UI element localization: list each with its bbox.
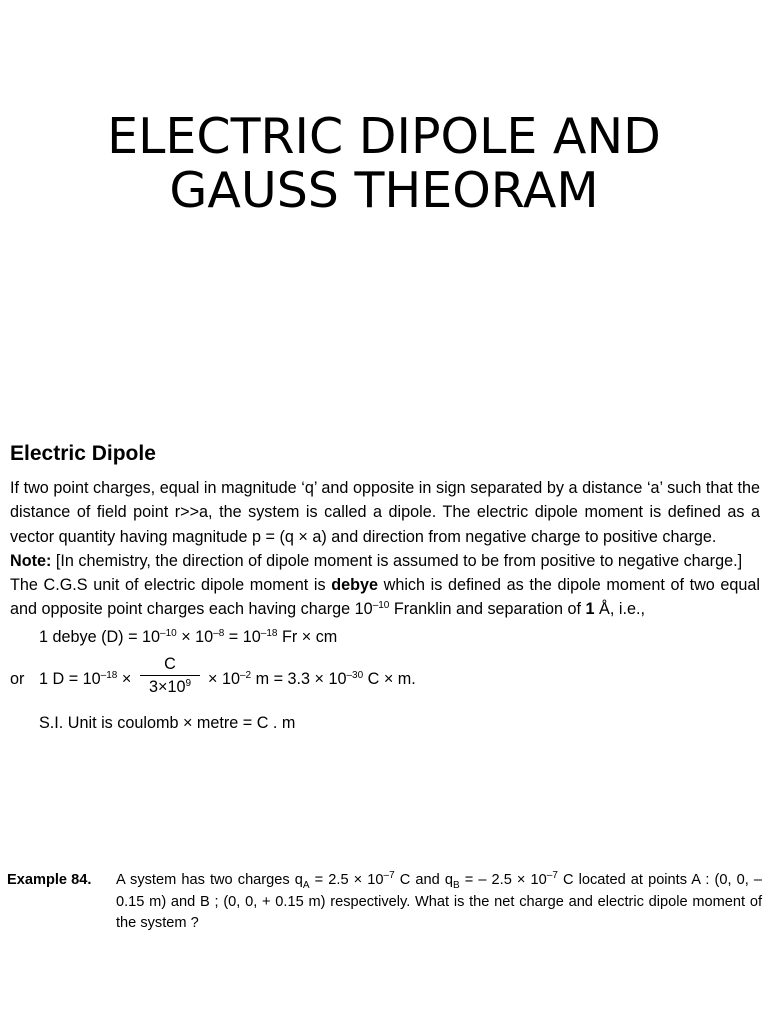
eq2-lhs-text: 1 D = 10 — [39, 670, 101, 689]
ex-text-3: C and q — [394, 872, 453, 888]
cgs-unit-paragraph — [10, 573, 760, 622]
cgs-text-1: The C.G.S unit of electric dipole moment is — [10, 576, 332, 595]
eq2-rhs-b: m = 3.3 × 10 — [251, 670, 347, 689]
eq1-part-c: = 10 — [224, 627, 261, 646]
equation-si-conversion — [10, 653, 760, 699]
cgs-exponent: –10 — [372, 600, 390, 612]
eq2-rhs — [208, 667, 416, 691]
page-title — [0, 110, 768, 218]
equation-debye — [39, 625, 760, 649]
eq2-lhs-times: × — [117, 670, 132, 689]
ex-text-5: C located at points A : (0, 0, – 0.15 m) and B ; (0, 0, + 0.15 m) respectively. What is the net charge and electric dipole moment of the system ? — [116, 872, 762, 931]
denominator-text: 3×10 — [148, 678, 186, 697]
eq2-rhs-exp-2: –30 — [346, 670, 364, 682]
eq2-rhs-exp-1: –2 — [239, 670, 252, 682]
eq2-rhs-c: C × m. — [363, 670, 416, 689]
fraction-numerator: C — [140, 653, 200, 676]
ex-text-1: A system has two charges q — [116, 872, 303, 888]
electric-dipole-section — [10, 440, 760, 735]
cgs-bold-one: 1 — [585, 600, 595, 619]
eq1-exp-1: –10 — [160, 627, 177, 639]
eq1-part-a: 1 debye (D) = 10 — [39, 627, 161, 646]
ex-sub-a: A — [302, 879, 310, 891]
cgs-text-2: which is defined as the dipole moment of two equal and opposite point charges each having charge 10 — [10, 576, 760, 619]
note-label: Note: — [10, 551, 52, 570]
si-unit-line: S.I. Unit is coulomb × metre = C . m — [39, 714, 296, 733]
eq1-part-d: Fr × cm — [277, 627, 338, 646]
ex-exp-1: –7 — [383, 870, 395, 881]
title-line-2: GAUSS THEORAM — [169, 162, 599, 219]
denominator-exp: 9 — [185, 678, 192, 690]
cgs-text-4: Å, i.e., — [594, 600, 645, 619]
eq2-lhs-exp: –18 — [100, 670, 118, 682]
note-paragraph — [10, 549, 760, 573]
debye-term: debye — [331, 576, 378, 595]
eq1-part-b: × 10 — [176, 627, 214, 646]
example-text — [116, 870, 762, 935]
note-text: [In chemistry, the direction of dipole moment is assumed to be from positive to negative charge.] — [51, 551, 743, 570]
example-84 — [7, 870, 762, 935]
dipole-definition: If two point charges, equal in magnitude ‘q’ and opposite in sign separated by a distance ‘a’ such that the distance of field point r>>a, the system is called a dipole. The electric dipole moment is defined as a vector quantity having magnitude p = (q × a) and direction from negative charge to positive charge. — [10, 479, 760, 546]
section-heading: Electric Dipole — [10, 442, 156, 465]
or-label: or — [10, 670, 25, 689]
eq2-rhs-a: × 10 — [208, 670, 240, 689]
ex-text-4: = – 2.5 × 10 — [459, 872, 547, 888]
title-line-1: ELECTRIC DIPOLE AND — [107, 108, 661, 165]
eq2-lhs — [39, 667, 131, 691]
eq1-exp-2: –8 — [213, 627, 225, 639]
ex-exp-2: –7 — [546, 870, 558, 881]
fraction-denominator — [140, 676, 200, 698]
eq2-fraction — [140, 653, 200, 698]
cgs-text-3: Franklin and separation of — [389, 600, 586, 619]
eq1-exp-3: –18 — [260, 627, 278, 639]
ex-sub-b: B — [452, 879, 460, 891]
example-label: Example 84. — [7, 872, 92, 888]
ex-text-2: = 2.5 × 10 — [309, 872, 384, 888]
